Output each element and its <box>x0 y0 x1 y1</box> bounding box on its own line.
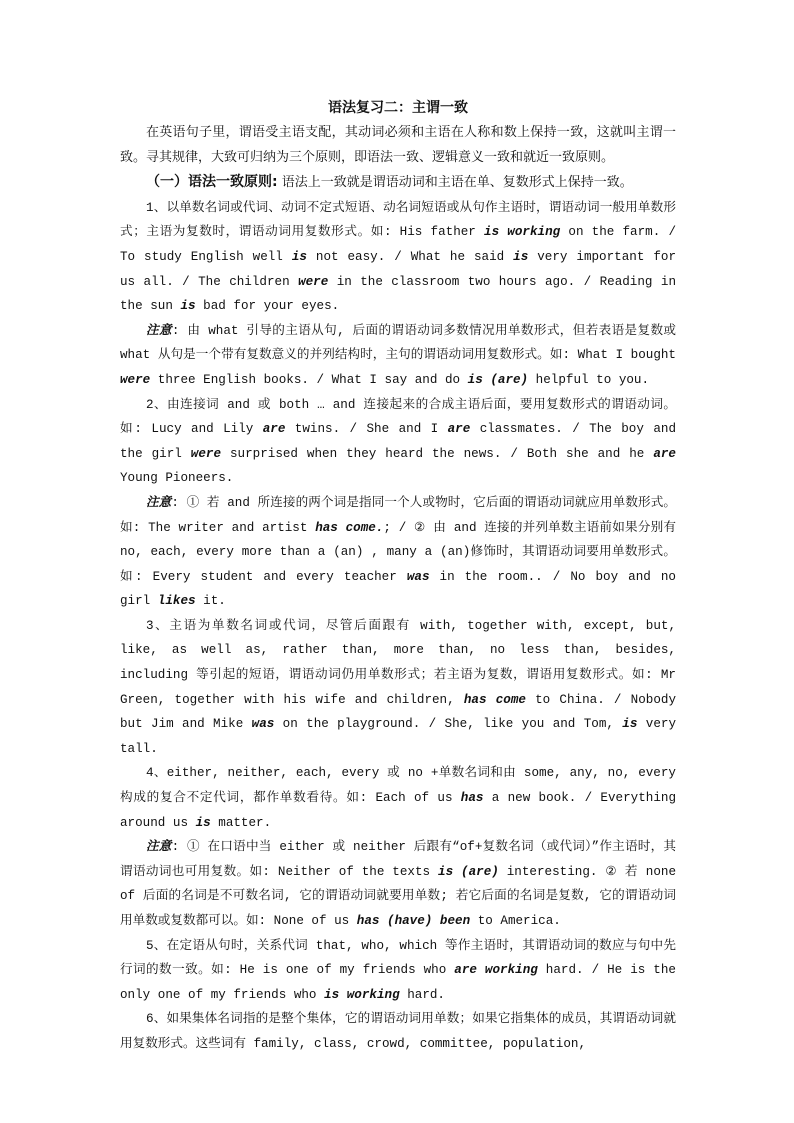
verb-example: is working <box>324 987 400 1002</box>
verb-example: are <box>653 446 676 461</box>
verb-example: likes <box>157 594 196 609</box>
verb-example: was <box>406 569 430 584</box>
rule-1-paragraph <box>120 196 676 319</box>
note-text: interesting. ② 若 none of 后面的名词是不可数名词, 它的谓语动词就要用单数; 若它后面的名词是复数, 它的谓语动词用单数或复数都可以。如: None of us <box>120 864 676 928</box>
rule-2-paragraph <box>120 393 676 491</box>
rule-text: classmates. / The boy and the girl <box>120 422 676 461</box>
verb-example: has come <box>463 692 526 707</box>
rule-text: a new book. / Everything around us <box>120 791 677 830</box>
verb-example: is (are) <box>467 372 529 387</box>
rule-text: 1、以单数名词或代词、动词不定式短语、动名词短语或从句作主语时，谓语动词一般用单数形式；主语为复数时，谓语动词用复数形式。如: His father <box>120 200 676 240</box>
note-text: in the room.. / No boy and no girl <box>120 569 676 609</box>
note-text: three English books. / What I say and do <box>150 372 468 387</box>
rule-text: very tall. <box>120 717 676 756</box>
section-1-text: 语法上一致就是谓语动词和主语在单、复数形式上保持一致。 <box>277 175 633 191</box>
verb-example: is <box>513 249 529 264</box>
rule-text: surprised when they heard the news. / Both she and he <box>221 446 654 461</box>
note-text: ; / ② 由 and 连接的并列单数主语前如果分别有 no, each, every more than a (an) , many a (an)修饰时，其谓语动词要用单数形式。如: Every student and every teacher <box>120 520 676 584</box>
rule-text: matter. <box>210 815 272 830</box>
note-text: : ① 在口语中当 either 或 neither 后跟有“of+复数名词（或代词）”作主语时，其谓语动词也可用复数。如: Neither of the texts <box>120 840 677 879</box>
rule-text: twins. / She and I <box>285 422 448 437</box>
rule-5-paragraph <box>120 934 676 1008</box>
verb-example: is <box>195 815 211 830</box>
verb-example: were <box>190 446 222 461</box>
rule-text: in the classroom two hours ago. / Reading in the sun <box>120 274 676 314</box>
section-1-heading: （一）语法一致原则: <box>146 174 278 191</box>
note-label: 注意 <box>146 323 172 338</box>
verb-example: is <box>180 299 196 314</box>
rule-text: 3、主语为单数名词或代词，尽管后面跟有 with, together with, except, but, like, as well as, rather than, more than, no less than, besides, including 等引起的短语，谓语动词仍用单数形式；若主语为复数，谓语用复数形式。如: Mr Green, together with his wife and children, <box>120 618 676 707</box>
note-4-paragraph <box>120 835 676 933</box>
rule-text: to China. / Nobody but Jim and Mike <box>120 692 676 732</box>
rule-text: 5、在定语从句时，关系代词 that, who, which 等作主语时，其谓语动词的数应与句中先行词的数一致。如: He is one of my friends who <box>120 938 676 978</box>
rule-text: not easy. / What he said <box>306 249 514 264</box>
rule-6-paragraph <box>120 1007 676 1056</box>
rule-text: very important for us all. / The children <box>120 249 677 289</box>
note-2-paragraph <box>120 491 676 614</box>
rule-text: on the farm. / To study English well <box>120 225 676 264</box>
verb-example: has <box>460 791 484 806</box>
note-text: to America. <box>470 914 561 928</box>
rule-3-paragraph <box>120 614 676 762</box>
verb-example: is <box>291 249 307 264</box>
rule-text: bad for your eyes. <box>195 299 340 314</box>
note-text: : ① 若 and 所连接的两个词是指同一个人或物时，它后面的谓语动词就应用单数形式。如: The writer and artist <box>120 495 677 535</box>
rule-text: 2、由连接词 and 或 both … and 连接起来的合成主语后面，要用复数形式的谓语动词。如: Lucy and Lily <box>120 397 676 437</box>
note-text: : 由 what 引导的主语从句, 后面的谓语动词多数情况用单数形式，但若表语是复数或 what 从句是一个带有复数意义的并列结构时，主句的谓语动词用复数形式。如: What I bought <box>120 323 676 363</box>
verb-example: has (have) been <box>356 914 471 928</box>
verb-example: were <box>120 372 151 387</box>
section-1-paragraph <box>120 170 676 196</box>
page-title: 语法复习二：主谓一致 <box>328 100 468 116</box>
verb-example: is <box>622 717 638 732</box>
note-label: 注意 <box>146 840 172 855</box>
note-text: helpful to you. <box>528 372 650 387</box>
rule-4-paragraph <box>120 761 676 835</box>
rule-text: hard. / He is the only one of my friends who <box>120 963 676 1002</box>
rule-text: on the playground. / She, like you and Tom, <box>274 717 623 732</box>
verb-example: were <box>298 274 329 289</box>
note-label: 注意 <box>146 495 172 510</box>
rule-text: Young Pioneers. <box>120 471 234 486</box>
note-1-paragraph <box>120 319 676 393</box>
rule-text: 6、如果集体名词指的是整个集体，它的谓语动词用单数；如果它指集体的成员，其谓语动词就用复数形式。这些词有 family, class, crowd, committee, population, <box>120 1012 676 1051</box>
verb-example: are <box>447 422 471 437</box>
rule-text: hard. <box>399 987 445 1002</box>
verb-example: is working <box>484 225 561 240</box>
verb-example: are working <box>454 963 538 978</box>
document-page <box>120 96 676 1057</box>
note-text: it. <box>195 594 226 609</box>
verb-example: is (are) <box>438 864 499 879</box>
verb-example: are <box>262 422 286 437</box>
intro-paragraph: 在英语句子里，谓语受主语支配，其动词必须和主语在人称和数上保持一致，这就叫主谓一致。寻其规律，大致可归纳为三个原则，即语法一致、逻辑意义一致和就近一致原则。 <box>120 125 676 165</box>
rule-text: 4、either, neither, each, every 或 no +单数名词和由 some, any, no, every 构成的复合不定代词，都作单数看待。如: Each of us <box>120 766 676 806</box>
verb-example: was <box>251 717 275 732</box>
verb-example: has come. <box>315 520 384 535</box>
